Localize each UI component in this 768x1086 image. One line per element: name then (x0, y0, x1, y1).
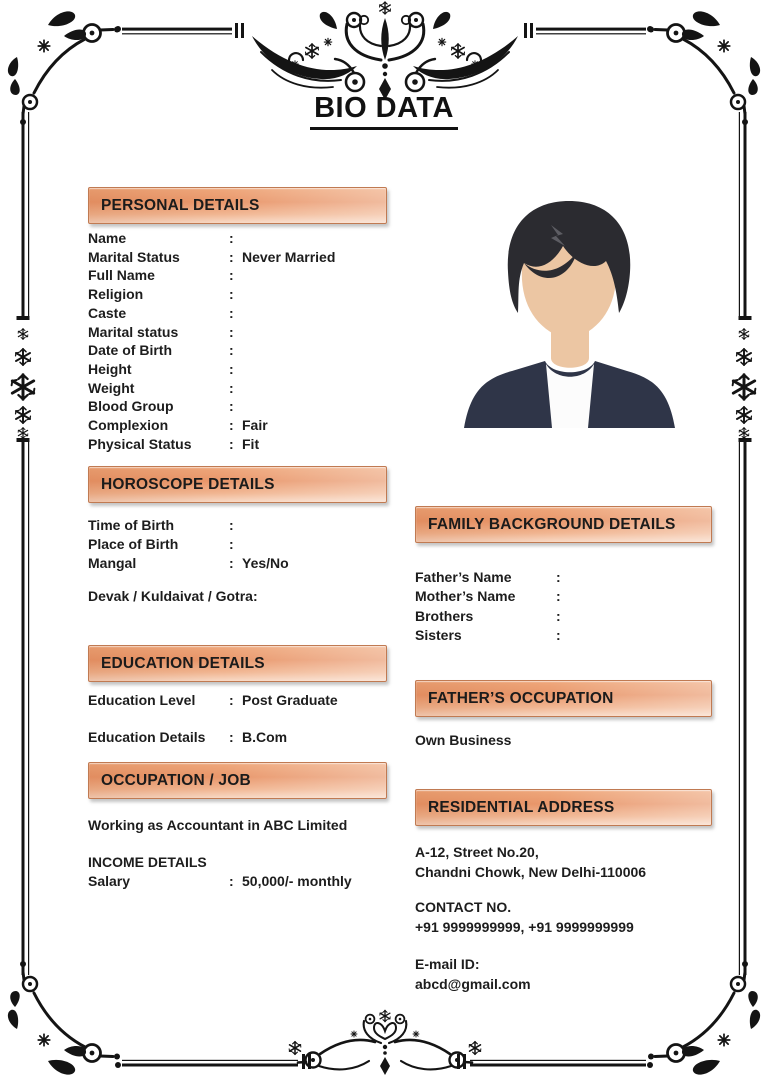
colon-separator: : (229, 729, 234, 746)
field-value (242, 535, 387, 554)
detail-row (88, 728, 387, 747)
colon-separator: : (229, 286, 234, 303)
colon-separator: : (229, 417, 234, 434)
section-header-personal-details: PERSONAL DETAILS (88, 187, 387, 224)
field-value: Never Married (242, 248, 336, 265)
colon-separator: : (229, 379, 234, 396)
detail-row (415, 587, 712, 606)
field-value: B.Com (242, 729, 288, 746)
contact-heading: CONTACT NO. (415, 899, 512, 916)
field-label: Complexion (88, 417, 169, 434)
field-label: Height (88, 360, 132, 377)
field-value (569, 607, 712, 626)
bottom-center-ornament (289, 1010, 481, 1075)
colon-separator: : (229, 360, 234, 377)
field-value (569, 626, 712, 645)
address-line: Chandni Chowk, New Delhi-110006 (415, 863, 647, 880)
snowflake-cluster-left (12, 329, 35, 439)
detail-row (88, 516, 387, 535)
profile-photo (448, 188, 690, 428)
section-header-fathers-occupation: FATHER’S OCCUPATION (415, 680, 712, 717)
colon-separator: : (229, 873, 234, 890)
field-value: Post Graduate (242, 692, 338, 709)
detail-row (88, 535, 387, 554)
occupation-text: Working as Accountant in ABC Limited (88, 817, 348, 834)
field-label: Religion (88, 286, 144, 303)
field-label: Date of Birth (88, 342, 172, 359)
field-label: Sisters (415, 626, 462, 643)
colon-separator: : (229, 692, 234, 709)
colon-separator: : (229, 555, 234, 572)
detail-row (88, 323, 387, 342)
field-value (242, 304, 387, 323)
field-label: Blood Group (88, 398, 174, 415)
contact-numbers: +91 9999999999, +91 9999999999 (415, 918, 634, 935)
colon-separator: : (229, 342, 234, 359)
colon-separator: : (556, 626, 561, 643)
section-header-horoscope-details: HOROSCOPE DETAILS (88, 466, 387, 503)
gotra-note: Devak / Kuldaivat / Gotra: (88, 588, 258, 605)
field-value (242, 379, 387, 398)
colon-separator: : (229, 536, 234, 553)
colon-separator: : (556, 569, 561, 585)
top-center-ornament (252, 2, 518, 100)
detail-row (88, 304, 387, 323)
colon-separator: : (229, 230, 234, 246)
field-value (242, 285, 387, 304)
field-label: Brothers (415, 607, 474, 624)
right-column (415, 506, 712, 994)
field-label: Father’s Name (415, 569, 512, 585)
colon-separator: : (556, 607, 561, 624)
section-header-residential-address: RESIDENTIAL ADDRESS (415, 789, 712, 826)
family-background-rows (415, 568, 712, 645)
detail-row (88, 416, 387, 435)
field-label: Marital Status (88, 248, 180, 265)
email-heading: E-mail ID: (415, 956, 480, 973)
detail-row (88, 691, 387, 710)
email-value: abcd@gmail.com (415, 975, 531, 992)
detail-row (88, 229, 387, 248)
detail-row (88, 360, 387, 379)
field-value: Fair (242, 417, 268, 434)
field-value (242, 516, 387, 535)
detail-row (88, 554, 387, 573)
detail-row (88, 435, 387, 454)
colon-separator: : (229, 435, 234, 452)
field-value (569, 568, 712, 587)
education-details-rows (88, 691, 387, 747)
section-header-family-background: FAMILY BACKGROUND DETAILS (415, 506, 712, 543)
colon-separator: : (229, 267, 234, 284)
field-value: Yes/No (242, 555, 289, 572)
detail-row (88, 341, 387, 360)
colon-separator: : (229, 517, 234, 534)
detail-row (88, 266, 387, 285)
field-label: Physical Status (88, 435, 192, 452)
page-title: BIO DATA (0, 92, 768, 130)
left-column (88, 187, 387, 891)
field-label: Caste (88, 304, 127, 321)
colon-separator: : (556, 588, 561, 605)
personal-details-rows (88, 229, 387, 453)
section-header-education-details: EDUCATION DETAILS (88, 645, 387, 682)
field-label: Mother’s Name (415, 588, 516, 605)
salary-row (88, 872, 387, 891)
section-header-occupation-job: OCCUPATION / JOB (88, 762, 387, 799)
fathers-occupation-text: Own Business (415, 732, 512, 749)
detail-row (88, 285, 387, 304)
field-value (242, 360, 387, 379)
detail-row (88, 872, 387, 891)
field-value (242, 229, 387, 248)
field-label: Place of Birth (88, 536, 179, 553)
field-label: Marital status (88, 323, 179, 340)
detail-row (88, 397, 387, 416)
colon-separator: : (229, 248, 234, 265)
field-value: Fit (242, 435, 260, 452)
field-label: Weight (88, 379, 135, 396)
field-label: Education Details (88, 729, 206, 746)
horoscope-details-rows (88, 516, 387, 573)
detail-row (415, 568, 712, 587)
field-value (242, 341, 387, 360)
field-label: Time of Birth (88, 517, 175, 534)
field-value (242, 323, 387, 342)
field-label: Mangal (88, 555, 137, 572)
detail-row (88, 379, 387, 398)
snowflake-cluster-right (733, 329, 756, 439)
field-label: Name (88, 230, 127, 246)
colon-separator: : (229, 323, 234, 340)
field-label: Education Level (88, 692, 196, 709)
colon-separator: : (229, 398, 234, 415)
address-line: A-12, Street No.20, (415, 844, 539, 861)
field-value (569, 587, 712, 606)
detail-row (415, 607, 712, 626)
address-lines (415, 843, 712, 882)
field-value: 50,000/- monthly (242, 873, 352, 890)
field-value (242, 397, 387, 416)
income-details-heading: INCOME DETAILS (88, 854, 207, 871)
colon-separator: : (229, 304, 234, 321)
detail-row (415, 626, 712, 645)
field-label: Full Name (88, 267, 155, 284)
field-label: Salary (88, 873, 131, 890)
field-value (242, 266, 387, 285)
detail-row (88, 248, 387, 267)
